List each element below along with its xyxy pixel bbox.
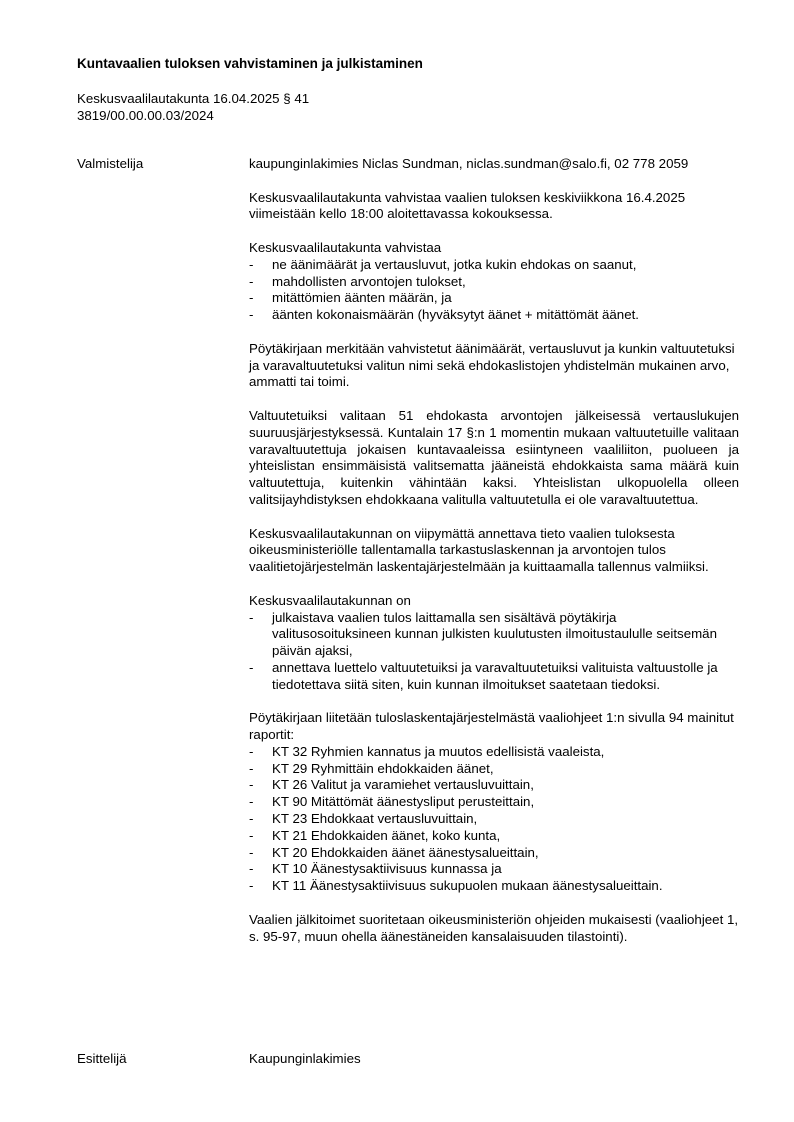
confirms-list [249, 257, 739, 324]
list-item: - KT 11 Äänestysaktiivisuus sukupuolen mukaan äänestysalueittain. [249, 878, 739, 895]
list-item: - julkaistava vaalien tulos laittamalla sen sisältävä pöytäkirja valitusosoituksineen kunnan julkisten kuulutusten ilmoitustaululle seitsemän päivän ajaksi, [249, 610, 739, 660]
body-paragraph: Keskusvaalilautakunnan on viipymättä annettava tieto vaalien tuloksesta oikeusministeriölle tallentamalla tarkastuslaskennan ja arvontojen tulos vaalitietojärjestelmän laskentajärjestelmään ja kuittaamalla tallennus valmiiksi. [249, 525, 709, 575]
list-item: - KT 21 Ehdokkaiden äänet, koko kunta, [249, 828, 739, 845]
body-paragraph: Valtuutetuiksi valitaan 51 ehdokasta arvontojen jälkeisessä vertauslukujen suuruusjärjestyksessä. Kuntalain 17 §:n 1 momentin mukaan valtuutetuille valitaan varavaltuutettuja jokaisen kuntavaaleissa esiintyneen vaaliliiton, puolueen ja yhteislistan ensimmäisistä valitsematta jääneistä ehdokkaista sama määrä kuin valtuutettuja, kuitenkin vähintään kaksi. Yhteislistan ulkopuolella olleen valitsijayhdistyksen ehdokkaana valitulla valtuutetulla ei ole varavaltuutettua. [249, 407, 739, 507]
record-id: 3819/00.00.00.03/2024 [77, 107, 214, 123]
list-item: - KT 90 Mitättömät äänestysliput perusteittain, [249, 794, 739, 811]
list-item: - mahdollisten arvontojen tulokset, [249, 274, 739, 291]
duties-intro: Keskusvaalilautakunnan on [249, 592, 411, 608]
list-item: - KT 26 Valitut ja varamiehet vertausluvuittain, [249, 777, 739, 794]
body-paragraph: Keskusvaalilautakunta vahvistaa vaalien tuloksen keskiviikkona 16.4.2025 viimeistään kello 18:00 aloitettavassa kokouksessa. [249, 189, 686, 222]
preparer-contact: kaupunginlakimies Niclas Sundman, niclas.sundman@salo.fi, 02 778 2059 [249, 156, 689, 171]
reports-intro: Pöytäkirjaan liitetään tuloslaskentajärjestelmästä vaaliohjeet 1:n sivulla 94 mainitut raportit: [249, 710, 734, 743]
meeting-reference: Keskusvaalilautakunta 16.04.2025 § 41 [77, 91, 310, 106]
body-paragraph: Vaalien jälkitoimet suoritetaan oikeusministeriön ohjeiden mukaisesti (vaaliohjeet 1, s. 95-97, muun ohella äänestäneiden kansalaisuuden tilastointi). [249, 911, 739, 944]
list-item: - annettava luettelo valtuutetuiksi ja varavaltuutetuiksi valituista valtuustolle ja tiedotettava siitä siten, kuin kunnan ilmoitukset saatetaan tiedoksi. [249, 660, 739, 694]
decision-body [249, 156, 739, 962]
document-title: Kuntavaalien tuloksen vahvistaminen ja julkistaminen [77, 56, 423, 71]
list-item: - mitättömien äänten määrän, ja [249, 290, 739, 307]
preparer-label: Valmistelija [77, 156, 144, 171]
presenter-label: Esittelijä [77, 1051, 127, 1066]
body-paragraph: Pöytäkirjaan merkitään vahvistetut äänimäärät, vertausluvut ja kunkin valtuutetuksi ja varavaltuutetuksi valitun nimi sekä ehdokaslistojen yhdistelmän mukainen arvo, ammatti tai toimi. [249, 340, 735, 390]
reports-list [249, 744, 739, 895]
meeting-meta [77, 91, 309, 125]
presenter-value: Kaupunginlakimies [249, 1051, 361, 1066]
list-item: - äänten kokonaismäärän (hyväksytyt äänet + mitättömät äänet. [249, 307, 739, 324]
list-item: - KT 32 Ryhmien kannatus ja muutos edellisistä vaaleista, [249, 744, 739, 761]
list-item: - KT 20 Ehdokkaiden äänet äänestysalueittain, [249, 845, 739, 862]
list-item: - KT 29 Ryhmittäin ehdokkaiden äänet, [249, 761, 739, 778]
list-item: - KT 10 Äänestysaktiivisuus kunnassa ja [249, 861, 739, 878]
confirms-intro: Keskusvaalilautakunta vahvistaa [249, 239, 442, 255]
duties-list [249, 610, 739, 694]
list-item: - KT 23 Ehdokkaat vertausluvuittain, [249, 811, 739, 828]
list-item: - ne äänimäärät ja vertausluvut, jotka kukin ehdokas on saanut, [249, 257, 739, 274]
